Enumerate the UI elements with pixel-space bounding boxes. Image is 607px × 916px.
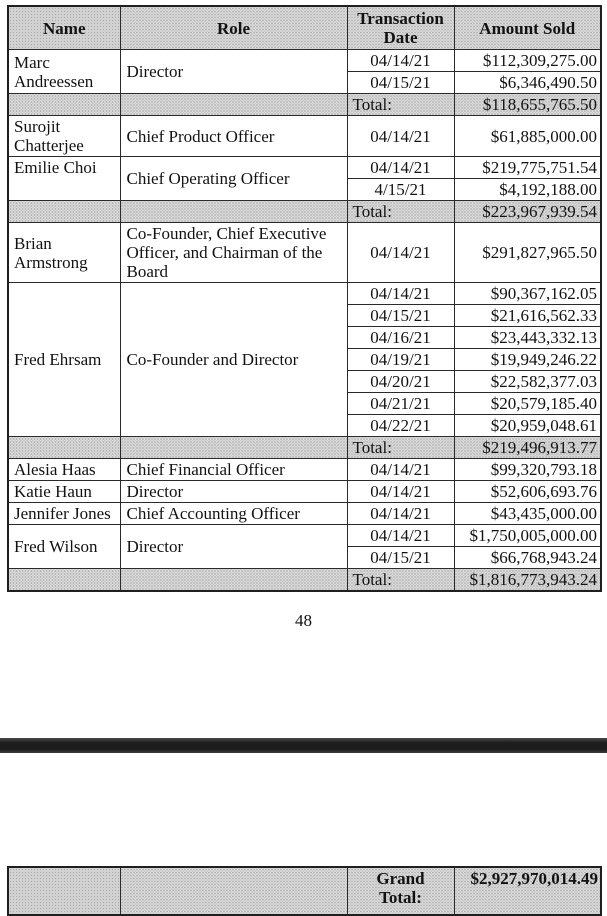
total-label-cell: Total: [347, 94, 454, 116]
transaction-amount-cell: $219,775,751.54 [454, 157, 601, 179]
holder-name-cell: Surojit Chatterjee [8, 116, 120, 157]
transaction-date-cell: 04/14/21 [347, 157, 454, 179]
transaction-row [8, 223, 601, 283]
transaction-amount-cell: $4,192,188.00 [454, 179, 601, 201]
column-header-transaction-date: Transaction Date [347, 6, 454, 50]
transaction-date-cell: 04/14/21 [347, 223, 454, 283]
transaction-amount-cell: $6,346,490.50 [454, 72, 601, 94]
transaction-date-cell: 4/15/21 [347, 179, 454, 201]
transaction-date-cell: 04/14/21 [347, 525, 454, 547]
total-row [8, 94, 601, 116]
transaction-amount-cell: $23,443,332.13 [454, 327, 601, 349]
transaction-amount-cell: $52,606,693.76 [454, 481, 601, 503]
total-amount-cell: $223,967,939.54 [454, 201, 601, 223]
transaction-date-cell: 04/14/21 [347, 50, 454, 72]
transaction-amount-cell: $99,320,793.18 [454, 459, 601, 481]
total-amount-cell: $1,816,773,943.24 [454, 569, 601, 592]
insider-sales-table-body [8, 50, 601, 592]
transaction-amount-cell: $90,367,162.05 [454, 283, 601, 305]
holder-name-cell: Fred Wilson [8, 525, 120, 569]
transaction-amount-cell: $291,827,965.50 [454, 223, 601, 283]
holder-role-cell: Director [120, 525, 347, 569]
table-header-row [8, 6, 601, 50]
total-row [8, 201, 601, 223]
empty-role-cell [120, 867, 347, 915]
transaction-amount-cell: $20,959,048.61 [454, 415, 601, 437]
holder-role-cell: Chief Product Officer [120, 116, 347, 157]
transaction-date-cell: 04/15/21 [347, 547, 454, 569]
empty-name-cell [8, 94, 120, 116]
transaction-date-cell: 04/19/21 [347, 349, 454, 371]
column-header-name: Name [8, 6, 120, 50]
transaction-amount-cell: $66,768,943.24 [454, 547, 601, 569]
holder-name-cell: Emilie Choi [8, 157, 120, 201]
empty-role-cell [120, 437, 347, 459]
transaction-row [8, 283, 601, 305]
transaction-date-cell: 04/15/21 [347, 305, 454, 327]
holder-role-cell: Chief Financial Officer [120, 459, 347, 481]
total-label-cell: Total: [347, 569, 454, 592]
transaction-date-cell: 04/14/21 [347, 481, 454, 503]
total-label-cell: Total: [347, 437, 454, 459]
transaction-row [8, 116, 601, 157]
holder-role-cell: Co-Founder, Chief Executive Officer, and Chairman of the Board [120, 223, 347, 283]
transaction-row [8, 481, 601, 503]
transaction-date-cell: 04/14/21 [347, 459, 454, 481]
transaction-amount-cell: $20,579,185.40 [454, 393, 601, 415]
holder-role-cell: Director [120, 50, 347, 94]
page-separator-bar [0, 738, 607, 753]
transaction-amount-cell: $112,309,275.00 [454, 50, 601, 72]
total-row [8, 437, 601, 459]
transaction-date-cell: 04/22/21 [347, 415, 454, 437]
transaction-amount-cell: $1,750,005,000.00 [454, 525, 601, 547]
holder-role-cell: Chief Accounting Officer [120, 503, 347, 525]
empty-name-cell [8, 867, 120, 915]
total-label-cell: Total: [347, 201, 454, 223]
transaction-row [8, 525, 601, 547]
transaction-date-cell: 04/21/21 [347, 393, 454, 415]
holder-role-cell: Chief Operating Officer [120, 157, 347, 201]
holder-name-cell: Fred Ehrsam [8, 283, 120, 437]
column-header-amount-sold: Amount Sold [454, 6, 601, 50]
transaction-amount-cell: $21,616,562.33 [454, 305, 601, 327]
grand-total-amount: $2,927,970,014.49 [454, 867, 601, 915]
transaction-row [8, 459, 601, 481]
grand-total-label: Grand Total: [347, 867, 454, 915]
total-amount-cell: $219,496,913.77 [454, 437, 601, 459]
empty-role-cell [120, 569, 347, 592]
holder-name-cell: Alesia Haas [8, 459, 120, 481]
page-number: 48 [295, 611, 312, 630]
transaction-amount-cell: $43,435,000.00 [454, 503, 601, 525]
total-amount-cell: $118,655,765.50 [454, 94, 601, 116]
transaction-row [8, 157, 601, 179]
empty-role-cell [120, 94, 347, 116]
column-header-role: Role [120, 6, 347, 50]
holder-name-cell: Marc Andreessen [8, 50, 120, 94]
transaction-amount-cell: $19,949,246.22 [454, 349, 601, 371]
transaction-amount-cell: $61,885,000.00 [454, 116, 601, 157]
holder-name-cell: Jennifer Jones [8, 503, 120, 525]
transaction-row [8, 50, 601, 72]
holder-role-cell: Director [120, 481, 347, 503]
transaction-date-cell: 04/15/21 [347, 72, 454, 94]
transaction-row [8, 503, 601, 525]
transaction-date-cell: 04/14/21 [347, 503, 454, 525]
grand-total-table [7, 866, 602, 916]
empty-role-cell [120, 201, 347, 223]
empty-name-cell [8, 437, 120, 459]
total-row [8, 569, 601, 592]
holder-name-cell: Katie Haun [8, 481, 120, 503]
insider-sales-table [7, 5, 602, 592]
transaction-amount-cell: $22,582,377.03 [454, 371, 601, 393]
empty-name-cell [8, 201, 120, 223]
empty-name-cell [8, 569, 120, 592]
holder-name-cell: Brian Armstrong [8, 223, 120, 283]
transaction-date-cell: 04/20/21 [347, 371, 454, 393]
grand-total-row [8, 867, 601, 915]
transaction-date-cell: 04/16/21 [347, 327, 454, 349]
transaction-date-cell: 04/14/21 [347, 116, 454, 157]
holder-role-cell: Co-Founder and Director [120, 283, 347, 437]
transaction-date-cell: 04/14/21 [347, 283, 454, 305]
